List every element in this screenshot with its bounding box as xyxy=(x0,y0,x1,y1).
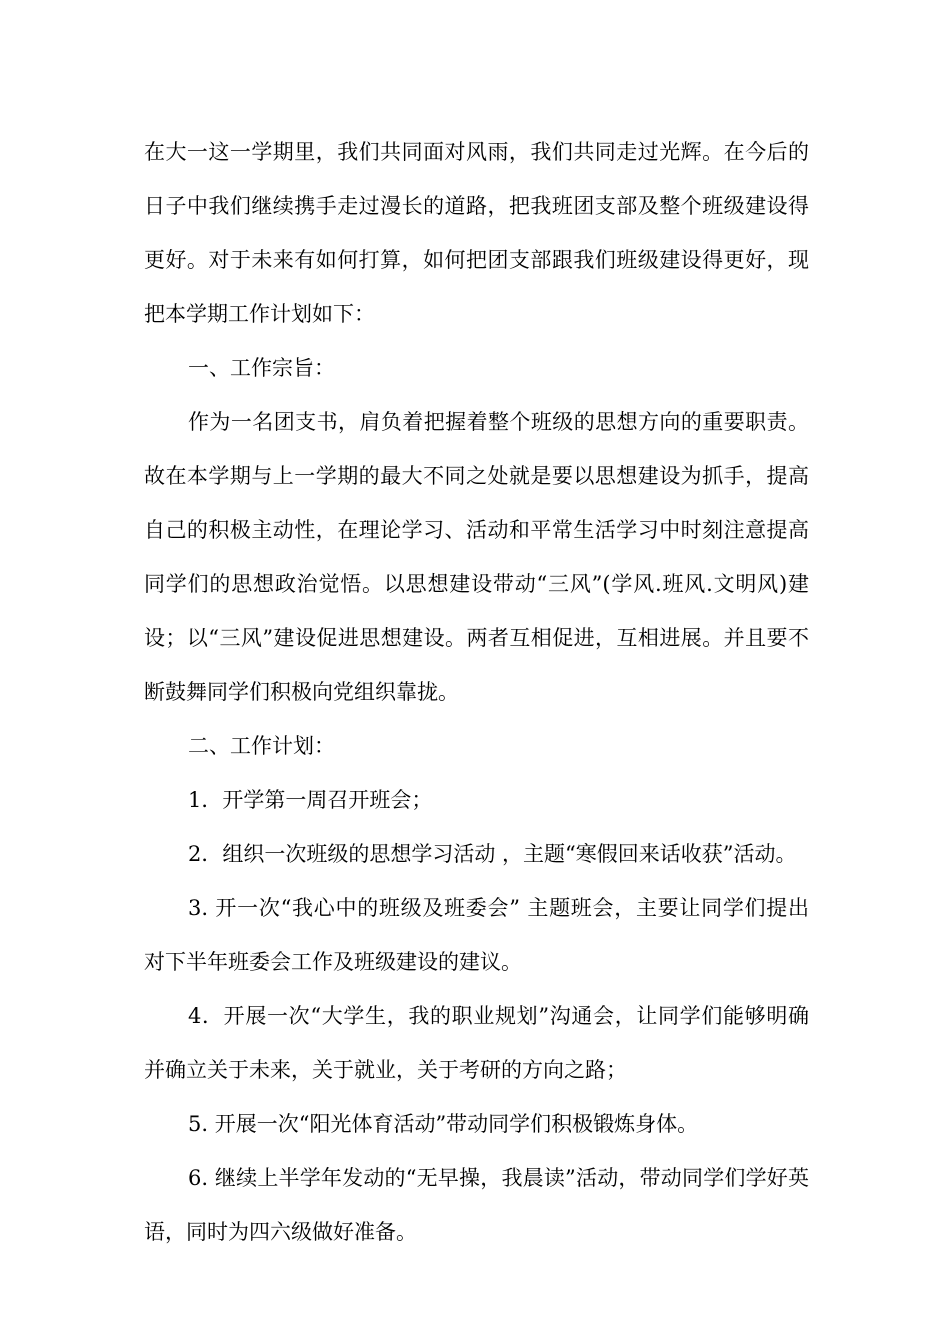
plan-item-2: 2．组织一次班级的思想学习活动 ，主题“寒假回来话收获”活动。 xyxy=(188,842,797,866)
plan-item-4: 4．开展一次“大学生，我的职业规划”沟通会，让同学们能够明确并确立关于未来，关于就业，关于考研的方向之路； xyxy=(144,1004,809,1082)
plan-item-1: 1．开学第一周召开班会； xyxy=(188,788,433,812)
section-heading-plan: 二、工作计划： xyxy=(188,734,335,758)
document-body xyxy=(144,125,809,1259)
intro-paragraph: 在大一这一学期里，我们共同面对风雨，我们共同走过光辉。在今后的日子中我们继续携手走过漫长的道路，把我班团支部及整个班级建设得更好。对于未来有如何打算，如何把团支部跟我们班级建设得更好，现把本学期工作计划如下： xyxy=(144,140,809,326)
plan-item-5: 5. 开展一次“阳光体育活动”带动同学们积极锻炼身体。 xyxy=(188,1112,699,1136)
plan-item-6: 6. 继续上半学年发动的“无早操，我晨读”活动，带动同学们学好英语，同时为四六级做好准备。 xyxy=(144,1166,809,1244)
section-heading-purpose: 一、工作宗旨： xyxy=(188,356,335,380)
purpose-paragraph: 作为一名团支书，肩负着把握着整个班级的思想方向的重要职责。故在本学期与上一学期的最大不同之处就是要以思想建设为抓手，提高自己的积极主动性，在理论学习、活动和平常生活学习中时刻注意提高同学们的思想政治觉悟。以思想建设带动“三风”(学风.班风.文明风)建设；以“三风”建设促进思想建设。两者互相促进，互相进展。并且要不断鼓舞同学们积极向党组织靠拢。 xyxy=(144,410,809,704)
plan-item-3: 3. 开一次“我心中的班级及班委会” 主题班会，主要让同学们提出对下半年班委会工作及班级建设的建议。 xyxy=(144,896,809,974)
